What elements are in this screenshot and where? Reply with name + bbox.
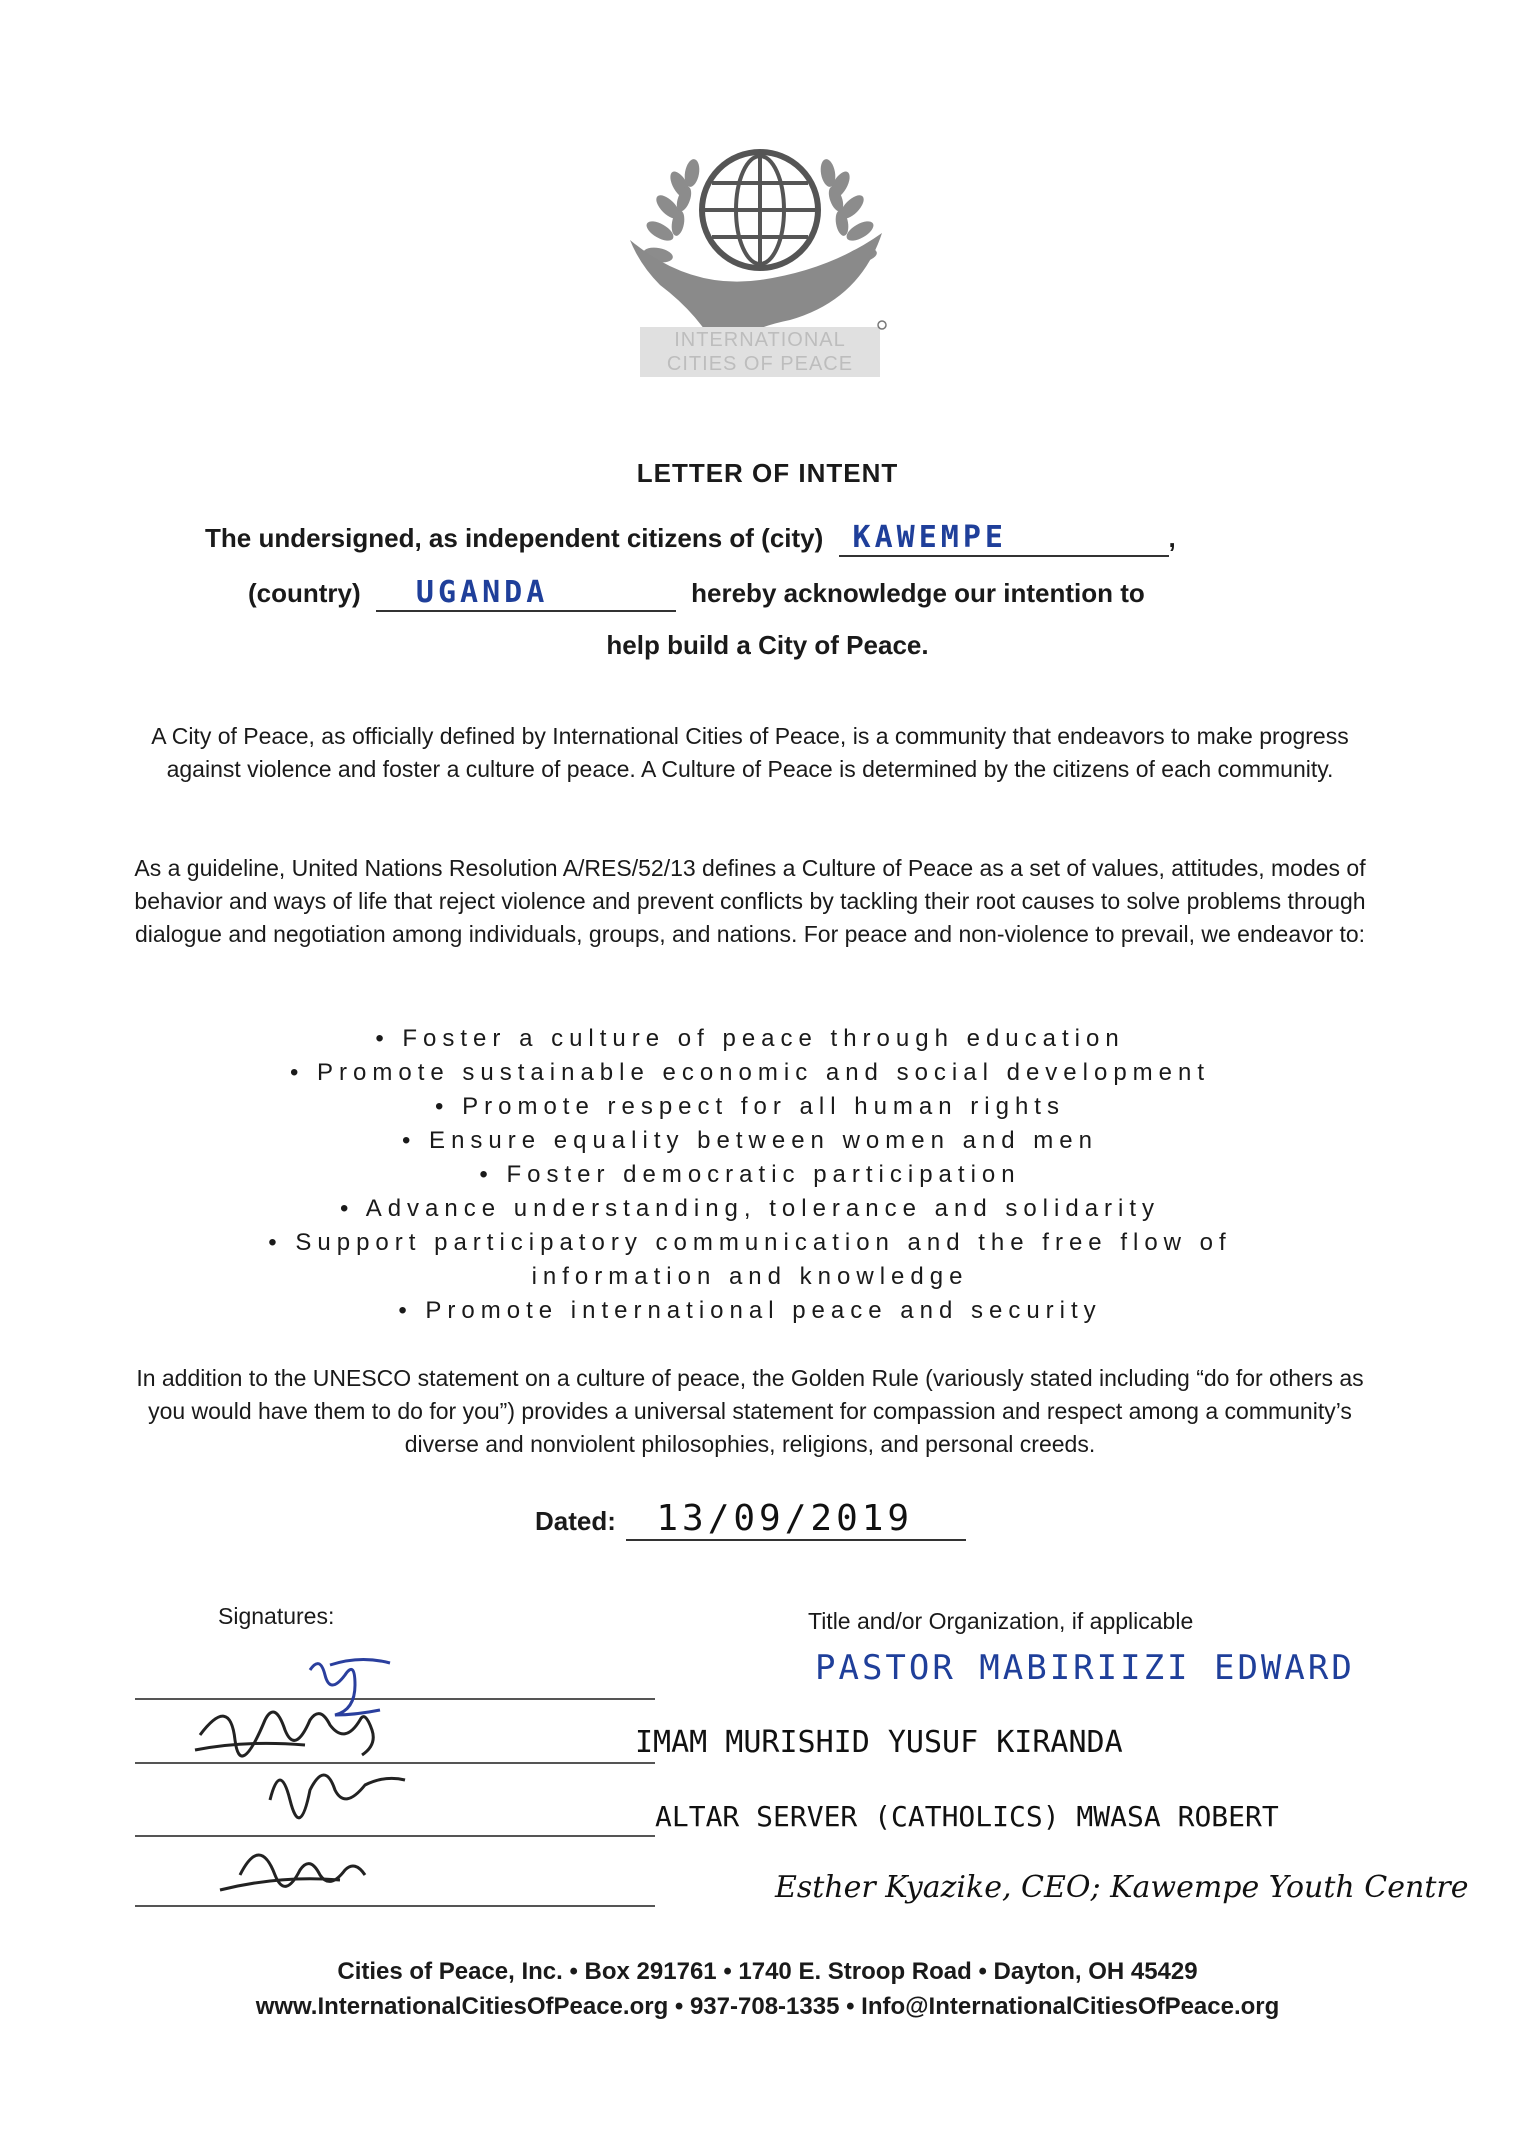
dated-label: Dated: xyxy=(535,1506,616,1536)
intro-line-3: help build a City of Peace. xyxy=(606,630,929,660)
list-item: • Ensure equality between women and men xyxy=(401,1127,1098,1154)
signatory-title-4: Esther Kyazike, CEO; Kawempe Youth Centre xyxy=(775,1870,1469,1905)
list-item: • Promote sustainable economic and social development xyxy=(289,1059,1211,1086)
footer-contact: www.InternationalCitiesOfPeace.org • 937-708-1335 • Info@InternationalCitiesOfPeace.org xyxy=(255,1993,1280,2020)
list-item: • Promote respect for all human rights xyxy=(435,1093,1065,1120)
intro-prefix: The undersigned, as independent citizens of (city) xyxy=(205,523,824,553)
paragraph-definition: A City of Peace, as officially defined by International Cities of Peace, is a community that endeavors to make progress against violence and foster a culture of peace. A Culture of Peace is determined by the citizens of each community. xyxy=(151,723,1349,782)
intro-line-2-suffix: hereby acknowledge our intention to xyxy=(691,578,1145,608)
list-item: • Foster a culture of peace through education xyxy=(375,1025,1125,1052)
paragraph-golden-rule: In addition to the UNESCO statement on a culture of peace, the Golden Rule (variously stated including “do for others as you would have them to do for you”) provides a universal statement for compassion and respect among a community’s diverse and nonviolent philosophies, religions, and personal creeds. xyxy=(136,1365,1364,1457)
list-item: • Advance understanding, tolerance and solidarity xyxy=(339,1195,1161,1222)
signatures-label: Signatures: xyxy=(218,1603,335,1629)
signatory-title-2: IMAM MURISHID YUSUF KIRANDA xyxy=(635,1725,1123,1760)
title-org-label: Title and/or Organization, if applicable xyxy=(808,1608,1194,1634)
intro-comma: , xyxy=(1168,523,1176,553)
date-field xyxy=(626,1498,966,1541)
intro-line-2 xyxy=(248,575,1348,612)
list-item: • Promote international peace and security xyxy=(398,1297,1102,1324)
dated-row xyxy=(535,1498,966,1541)
country-field xyxy=(376,575,676,612)
intro-line-1 xyxy=(205,520,1345,557)
document-title: LETTER OF INTENT xyxy=(636,458,899,488)
city-field xyxy=(839,520,1169,557)
signatory-title-1: PASTOR MABIRIIZI EDWARD xyxy=(815,1648,1355,1688)
peace-goals-list xyxy=(120,1022,1380,1328)
logo-text: INTERNATIONAL CITIES OF PEACE xyxy=(666,329,854,375)
paragraph-guideline: As a guideline, United Nations Resolution A/RES/52/13 defines a Culture of Peace as a set of values, attitudes, modes of behavior and ways of life that reject violence and prevent conflicts by tackling their root causes to solve problems through dialogue and negotiation among individuals, groups, and nations. For peace and non-violence to prevail, we endeavor to: xyxy=(134,855,1366,947)
list-item: information and knowledge xyxy=(531,1263,969,1290)
handwritten-signatures xyxy=(180,1650,460,1930)
city-value: KAWEMPE xyxy=(852,520,1007,555)
country-label: (country) xyxy=(248,578,361,608)
list-item: • Support participatory communication and the free flow of xyxy=(268,1229,1232,1256)
list-item: • Foster democratic participation xyxy=(479,1161,1021,1188)
date-value: 13/09/2019 xyxy=(656,1498,914,1539)
country-value: UGANDA xyxy=(415,575,549,610)
signatory-title-3: ALTAR SERVER (CATHOLICS) MWASA ROBERT xyxy=(655,1800,1279,1833)
footer-address: Cities of Peace, Inc. • Box 291761 • 1740 E. Stroop Road • Dayton, OH 45429 xyxy=(337,1958,1198,1985)
